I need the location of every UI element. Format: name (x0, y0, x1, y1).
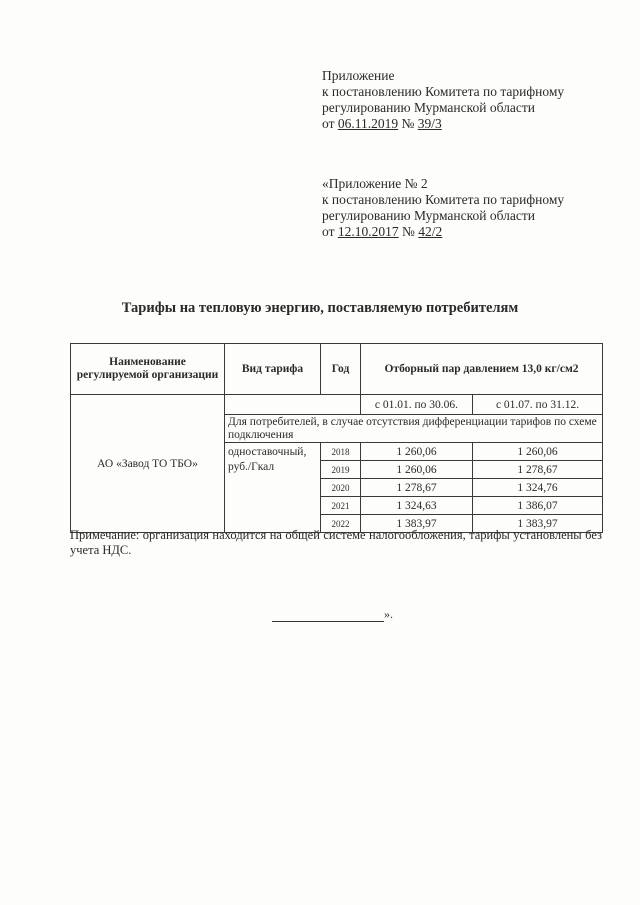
table-header-row (71, 344, 603, 395)
consumer-note: Для потребителей, в случае отсутствия дифференциации тарифов по схеме подключения (225, 415, 603, 443)
appendix-title: Приложение (322, 68, 395, 83)
closing-line (272, 607, 393, 622)
document-title: Тарифы на тепловую энергию, поставляемую потребителям (121, 300, 519, 316)
half-2-value: 1 324,76 (473, 479, 603, 497)
header-tariff-type: Вид тарифа (225, 344, 321, 395)
appendix-2-date: 12.10.2017 (337, 224, 399, 239)
appendix-date-line: от 06.11.2019 № 39/3 (322, 116, 442, 131)
half-2-value: 1 383,97 (473, 515, 603, 533)
tariff-kind-cell: одноставочный, руб./Гкал (225, 443, 321, 533)
appendix-2-line-2: к постановлению Комитета по тарифному (322, 192, 565, 207)
tax-note: Примечание: организация находится на общей системе налогообложения, тарифы установлены без учета НДС. (70, 528, 602, 557)
half-1-value: 1 383,97 (361, 515, 473, 533)
period-2: с 01.07. по 31.12. (473, 395, 603, 415)
year-cell: 2019 (321, 461, 361, 479)
tariff-table (70, 343, 603, 533)
header-year: Год (321, 344, 361, 395)
year-cell: 2020 (321, 479, 361, 497)
appendix-2-number: 42/2 (418, 224, 443, 239)
appendix-date: 06.11.2019 (337, 116, 399, 131)
half-1-value: 1 260,06 (361, 443, 473, 461)
year-cell: 2018 (321, 443, 361, 461)
period-1: с 01.01. по 30.06. (361, 395, 473, 415)
year-cell: 2021 (321, 497, 361, 515)
appendix-2-title: «Приложение № 2 (322, 176, 428, 191)
signature-line (272, 611, 384, 622)
appendix-2-line-3: регулированию Мурманской области (322, 208, 535, 223)
header-steam: Отборный пар давлением 13,0 кг/см2 (361, 344, 603, 395)
half-2-value: 1 278,67 (473, 461, 603, 479)
half-2-value: 1 386,07 (473, 497, 603, 515)
closing-quote: ». (384, 607, 393, 621)
appendix-2-date-line: от 12.10.2017 № 42/2 (322, 224, 443, 239)
half-1-value: 1 260,06 (361, 461, 473, 479)
half-2-value: 1 260,06 (473, 443, 603, 461)
org-name-cell: АО «Завод ТО ТБО» (71, 395, 225, 533)
half-1-value: 1 324,63 (361, 497, 473, 515)
appendix-line-3: регулированию Мурманской области (322, 100, 535, 115)
header-org: Наименование регулируемой организации (71, 344, 225, 395)
periods-row (71, 395, 603, 415)
appendix-2-header (322, 176, 564, 240)
half-1-value: 1 278,67 (361, 479, 473, 497)
year-cell: 2022 (321, 515, 361, 533)
appendix-header (322, 68, 564, 132)
appendix-number: 39/3 (417, 116, 442, 131)
appendix-line-2: к постановлению Комитета по тарифному (322, 84, 565, 99)
